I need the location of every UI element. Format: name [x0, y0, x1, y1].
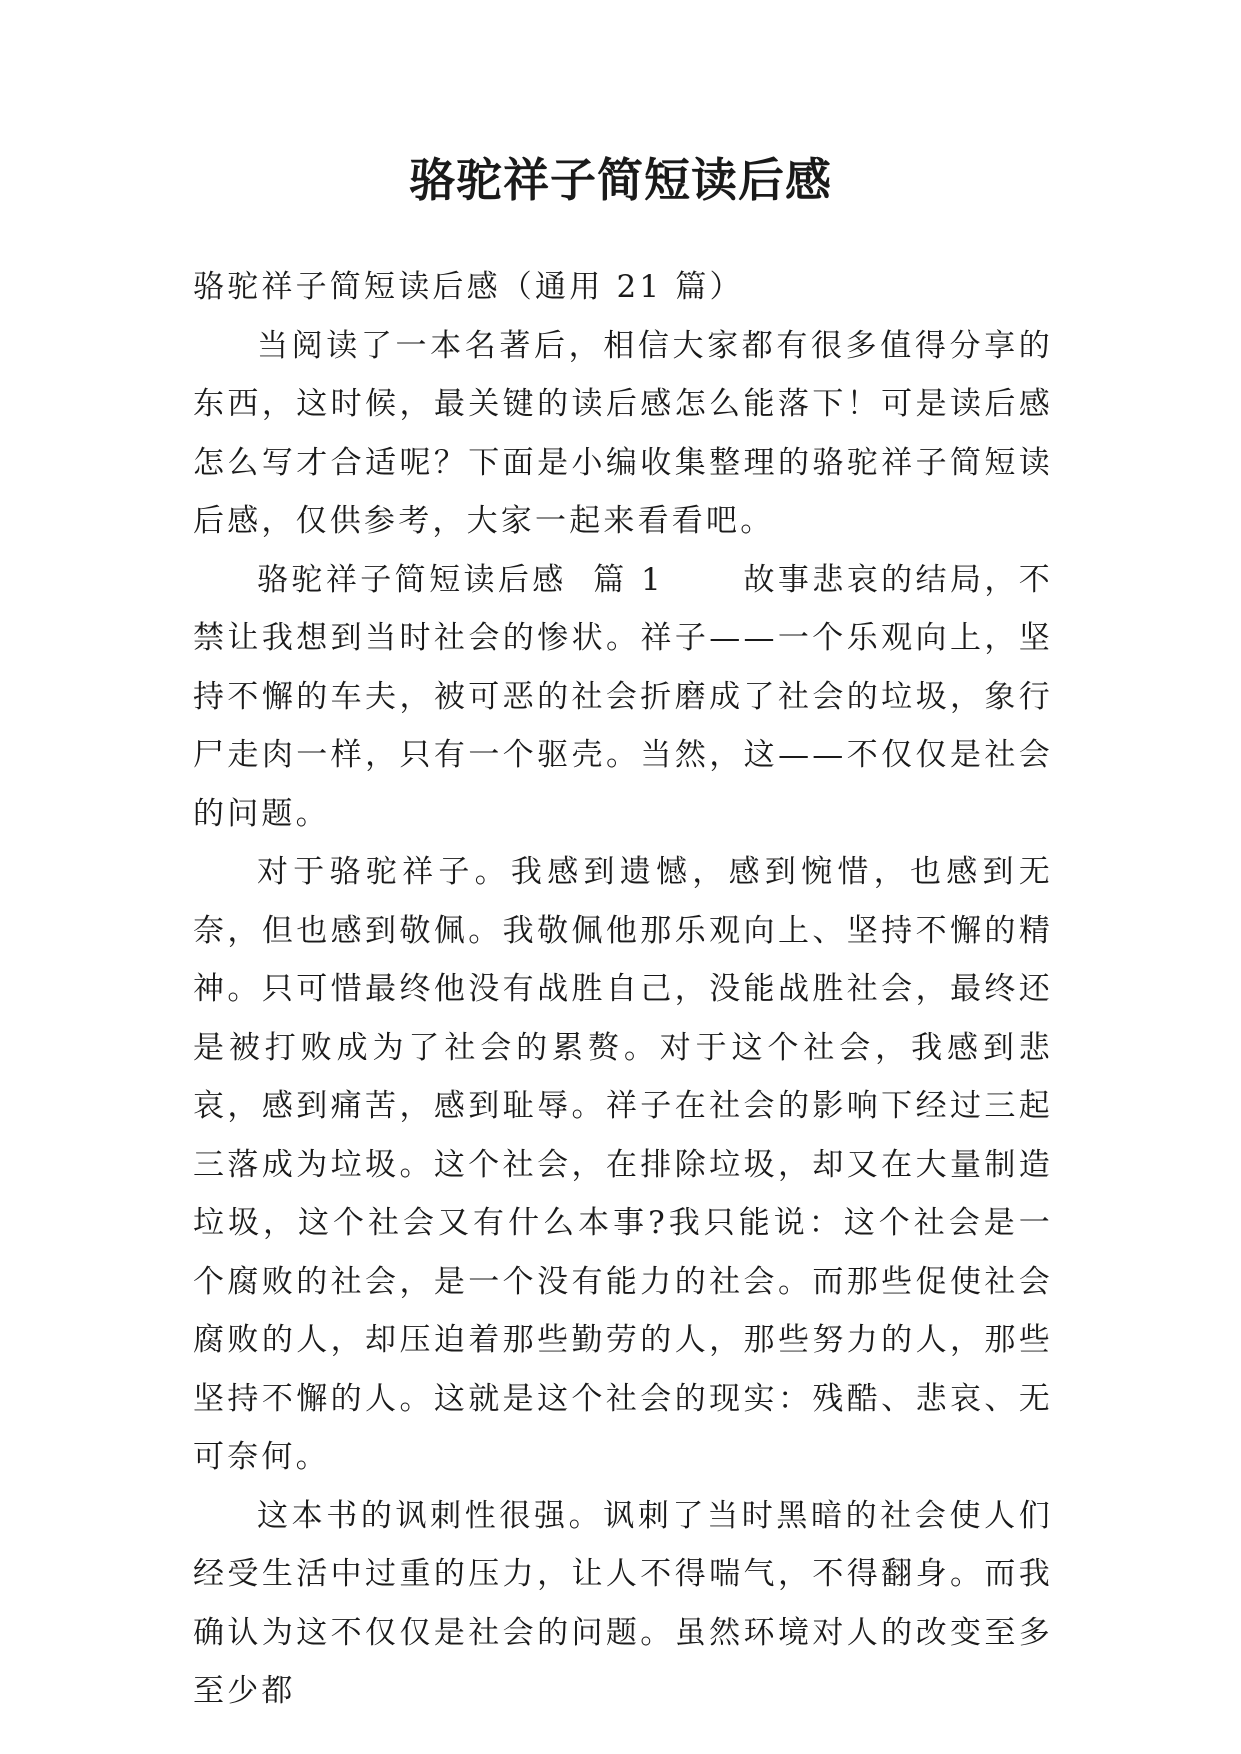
document-body	[193, 258, 1053, 1721]
document-title: 骆驼祥子简短读后感	[409, 153, 832, 207]
document-subtitle: 骆驼祥子简短读后感（通用 21 篇）	[193, 269, 744, 305]
essay-1-paragraph-1: 骆驼祥子简短读后感 篇 1 故事悲哀的结局，不禁让我想到当时社会的惨状。祥子——一个乐观向上，坚持不懈的车夫，被可恶的社会折磨成了社会的垃圾，象行尸走肉一样，只有一个驱壳。当然，这——不仅仅是社会的问题。	[193, 561, 1053, 832]
essay-1-paragraph-2: 对于骆驼祥子。我感到遗憾，感到惋惜，也感到无奈，但也感到敬佩。我敬佩他那乐观向上、坚持不懈的精神。只可惜最终他没有战胜自己，没能战胜社会，最终还是被打败成为了社会的累赘。对于这个社会，我感到悲哀，感到痛苦，感到耻辱。祥子在社会的影响下经过三起三落成为垃圾。这个社会，在排除垃圾，却又在大量制造垃圾，这个社会又有什么本事?我只能说：这个社会是一个腐败的社会，是一个没有能力的社会。而那些促使社会腐败的人，却压迫着那些勤劳的人，那些努力的人，那些坚持不懈的人。这就是这个社会的现实：残酷、悲哀、无可奈何。	[193, 854, 1053, 1475]
intro-paragraph: 当阅读了一本名著后，相信大家都有很多值得分享的东西，这时候，最关键的读后感怎么能落下！可是读后感怎么写才合适呢？下面是小编收集整理的骆驼祥子简短读后感，仅供参考，大家一起来看看吧。	[193, 327, 1053, 539]
essay-1-paragraph-3: 这本书的讽刺性很强。讽刺了当时黑暗的社会使人们经受生活中过重的压力，让人不得喘气，不得翻身。而我确认为这不仅仅是社会的问题。虽然环境对人的改变至多至少都	[193, 1497, 1053, 1709]
